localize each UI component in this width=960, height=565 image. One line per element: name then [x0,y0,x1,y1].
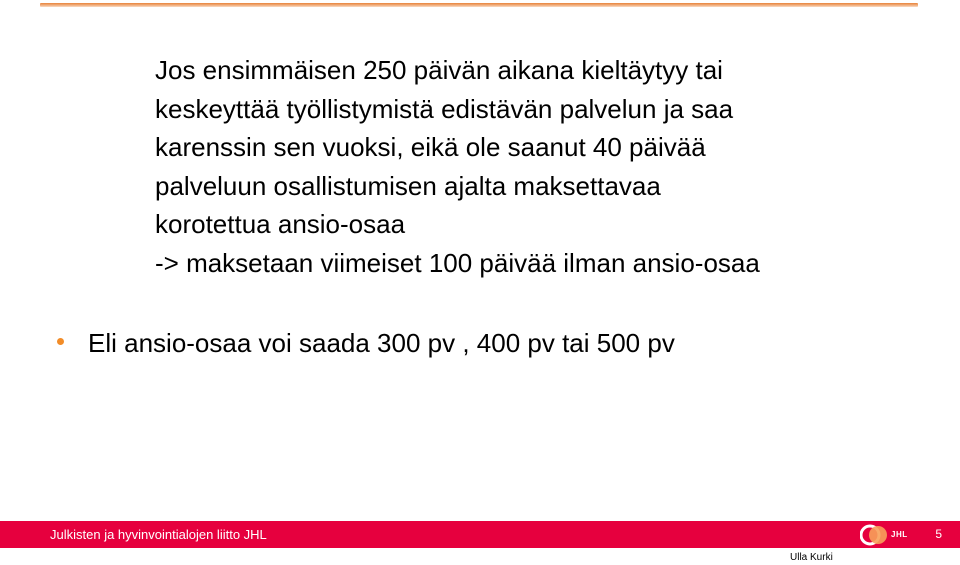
footer-bar [0,521,960,548]
top-accent-line [40,3,918,7]
main-paragraph [155,51,945,283]
paragraph-line: Jos ensimmäisen 250 päivän aikana kieltäytyy tai [155,55,723,85]
paragraph-line: keskeyttää työllistymistä edistävän palvelun ja saa [155,93,734,124]
page-number: 5 [935,527,942,541]
paragraph-line: palveluun osallistumisen ajalta maksettavaa [155,170,661,201]
paragraph-line: -> maksetaan viimeiset 100 päivää ilman ansio-osaa [155,247,760,278]
bullet-text: Eli ansio-osaa voi saada 300 pv , 400 pv tai 500 pv [88,328,675,358]
jhl-logo-icon [860,524,888,546]
paragraph-line: karenssin sen vuoksi, eikä ole saanut 40 päivää [155,132,706,163]
paragraph-line: korotettua ansio-osaa [155,209,406,240]
author-name: Ulla Kurki [790,552,833,563]
logo-text: JHL [891,530,908,539]
footer-organization: Julkisten ja hyvinvointialojen liitto JHL [50,527,267,542]
bullet-item [57,324,675,362]
jhl-logo [860,522,908,547]
bullet-dot-icon [57,338,64,345]
